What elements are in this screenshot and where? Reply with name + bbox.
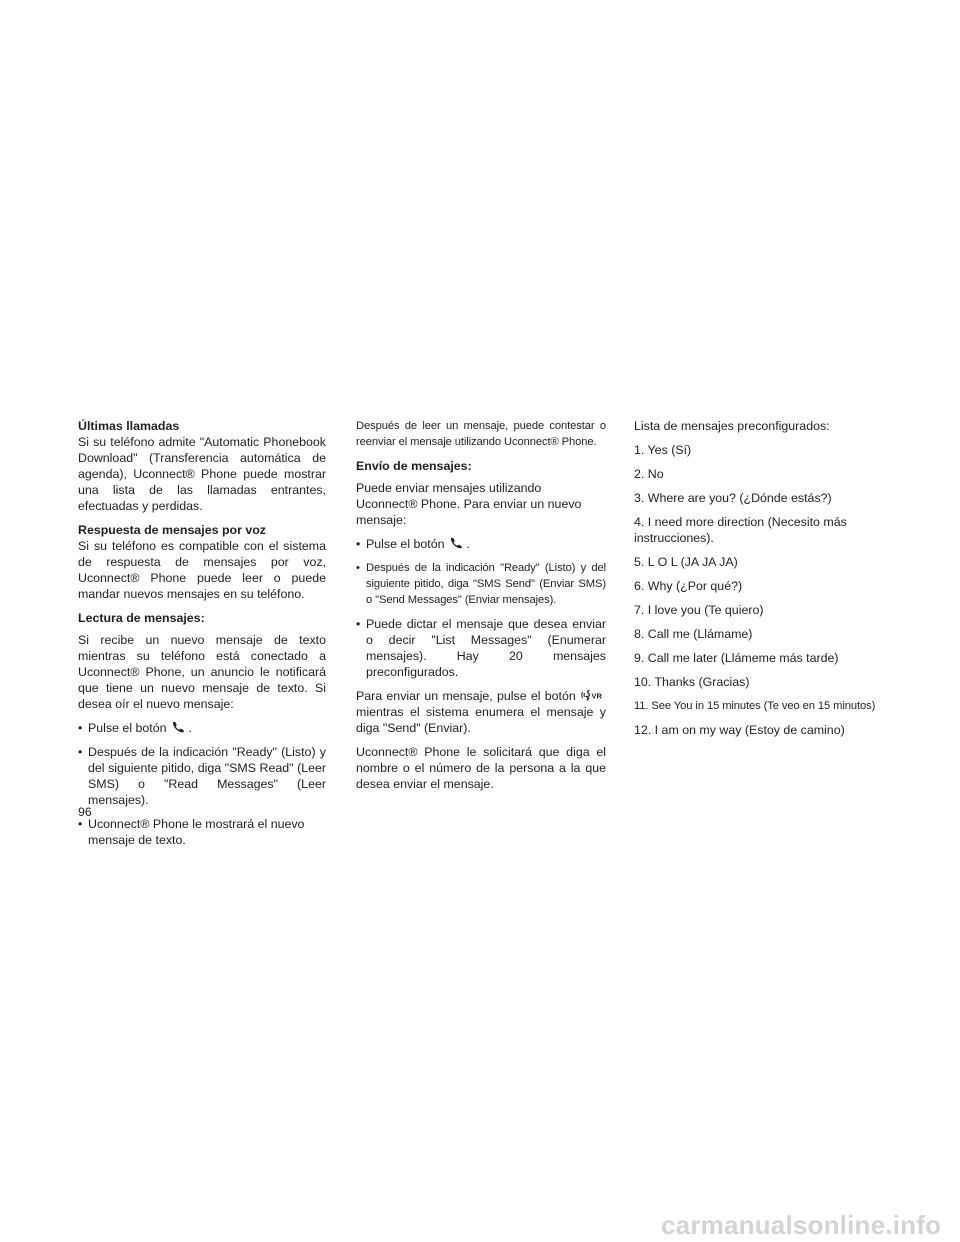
reading-heading: Lectura de mensajes: [78, 611, 205, 625]
list-item: 6. Why (¿Por qué?) [634, 579, 743, 593]
send-paragraph: Para enviar un mensaje, pulse el botón VR mientras el sistema enumera el mensaje y diga "Send" (Enviar). [356, 689, 606, 735]
list-item: 3. Where are you? (¿Dónde estás?) [634, 491, 832, 505]
list-item: • Puede dictar el mensaje que desea enviar o decir "List Messages" (Enumerar mensajes). Hay 20 mensajes preconfigurados. [356, 617, 606, 679]
svg-text:VR: VR [591, 691, 602, 701]
list-item: • Después de la indicación "Ready" (Listo) y del siguiente pitido, diga "SMS Send" (Enviar SMS) o "Send Messages" (Enviar mensajes). [356, 562, 606, 606]
sending-steps [356, 536, 606, 680]
voice-recognition-icon [580, 689, 606, 701]
reading-step-1-text: Pulse el botón [88, 721, 167, 735]
list-item: • Pulse el botón . [78, 721, 192, 735]
phone-icon [172, 721, 185, 733]
list-item: • Pulse el botón . [356, 537, 470, 551]
reading-step-2-text: Después de la indicación "Ready" (Listo) y del siguiente pitido, diga "SMS Read" (Leer SMS) o "Read Messages" (Leer mensajes). [88, 745, 326, 807]
column-right [634, 418, 884, 746]
watermark: carmanualsonline.info [661, 1210, 942, 1240]
sending-step-3-text: Puede dictar el mensaje que desea enviar o decir "List Messages" (Enumerar mensajes). Hay 20 mensajes preconfigurados. [366, 617, 606, 679]
sending-text: Puede enviar mensajes utilizando Uconnect® Phone. Para enviar un nuevo mensaje: [356, 481, 582, 527]
list-item: 5. L O L (JA JA JA) [634, 555, 738, 569]
preset-list-heading: Lista de mensajes preconfigurados: [634, 419, 830, 433]
recent-calls-text: Si su teléfono admite "Automatic Phonebook Download" (Transferencia automática de agenda), Uconnect® Phone puede mostrar una lista de las llamadas entrantes, efectuadas y perdidas. [78, 435, 326, 513]
recent-calls-heading: Últimas llamadas [78, 419, 180, 433]
list-item: 8. Call me (Llámame) [634, 627, 753, 641]
list-item: 1. Yes (Sí) [634, 443, 692, 457]
phone-icon [450, 537, 463, 549]
list-item: 10. Thanks (Gracias) [634, 675, 750, 689]
voice-reply-heading: Respuesta de mensajes por voz [78, 523, 266, 537]
column-middle [356, 418, 606, 800]
sending-step-1-text: Pulse el botón [366, 537, 445, 551]
list-item: 12. I am on my way (Estoy de camino) [634, 723, 845, 737]
reading-steps [78, 720, 326, 848]
list-item: • Uconnect® Phone le mostrará el nuevo mensaje de texto. [78, 817, 305, 847]
list-item: 7. I love you (Te quiero) [634, 603, 764, 617]
reading-step-3-text: Uconnect® Phone le mostrará el nuevo mensaje de texto. [88, 817, 305, 847]
list-item: • Después de la indicación "Ready" (Listo) y del siguiente pitido, diga "SMS Read" (Leer SMS) o "Read Messages" (Leer mensajes). [78, 745, 326, 807]
reading-text: Si recibe un nuevo mensaje de texto mientras su teléfono está conectado a Uconnect® Phone, un anuncio le notificará que tiene un nuevo mensaje de texto. Si desea oír el nuevo mensaje: [78, 633, 326, 711]
voice-reply-text: Si su teléfono es compatible con el sistema de respuesta de mensajes por voz, Uconnect® Phone puede leer o puede mandar nuevos mensajes en su teléfono. [78, 539, 326, 601]
column-left [78, 418, 326, 856]
list-item: 9. Call me later (Llámeme más tarde) [634, 651, 839, 665]
prompt-text: Uconnect® Phone le solicitará que diga el nombre o el número de la persona a la que desea enviar el mensaje. [356, 745, 606, 791]
after-read-text: Después de leer un mensaje, puede contestar o reenviar el mensaje utilizando Uconnect® Phone. [356, 420, 606, 448]
sending-heading: Envío de mensajes: [356, 459, 472, 473]
sending-step-2-text: Después de la indicación "Ready" (Listo) y del siguiente pitido, diga "SMS Send" (Enviar SMS) o "Send Messages" (Enviar mensajes). [366, 562, 606, 606]
page-number: 96 [78, 805, 92, 819]
list-item: 2. No [634, 467, 664, 481]
list-item: 4. I need more direction (Necesito más instrucciones). [634, 515, 847, 545]
list-item: 11. See You in 15 minutes (Te veo en 15 minutos) [634, 700, 876, 712]
